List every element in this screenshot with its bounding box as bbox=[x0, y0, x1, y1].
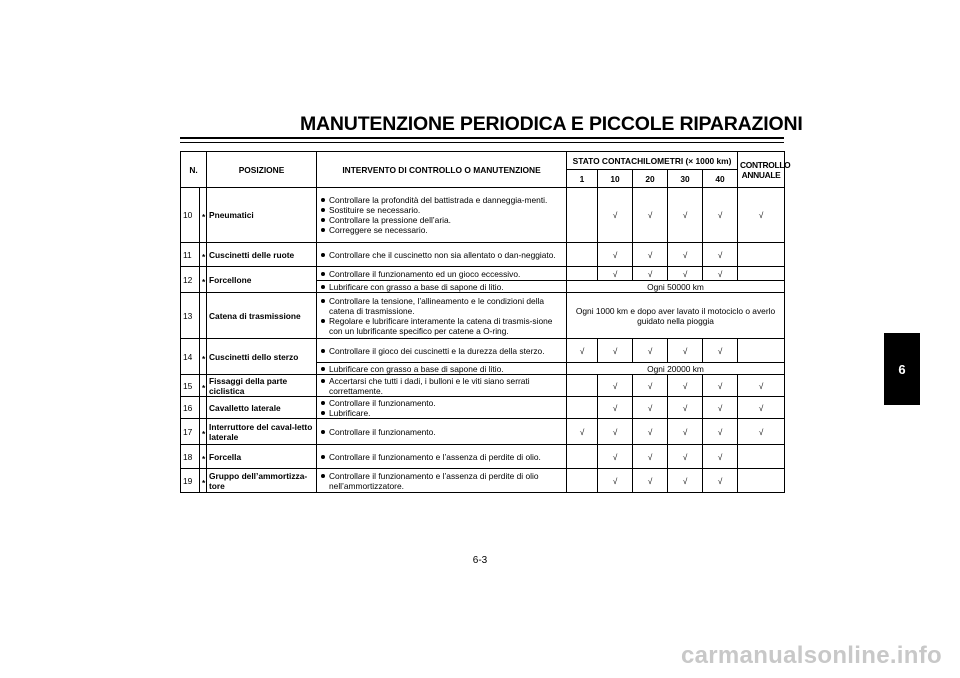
check-km: √ bbox=[633, 469, 668, 493]
check-km: √ bbox=[633, 375, 668, 397]
row-number: 11 bbox=[181, 243, 200, 267]
row-posizione: Cavalletto laterale bbox=[207, 397, 317, 419]
intervento-item: Regolare e lubrificare interamente la catena di trasmis-sione con un lubrificante specifico per catene a O-ring. bbox=[319, 316, 564, 336]
star-symbol: * bbox=[202, 382, 206, 393]
intervento-item: Lubrificare con grasso a base di sapone di litio. bbox=[319, 364, 564, 374]
intervento-list bbox=[319, 398, 564, 418]
intervento-list bbox=[319, 471, 564, 491]
intervento-item: Controllare che il cuscinetto non sia allentato o dan-neggiato. bbox=[319, 250, 564, 260]
row-intervento bbox=[317, 469, 567, 493]
row-star-marker bbox=[200, 375, 207, 397]
maintenance-table-body bbox=[181, 152, 791, 493]
row-number: 16 bbox=[181, 397, 200, 419]
row-number: 19 bbox=[181, 469, 200, 493]
row-intervento bbox=[317, 281, 567, 293]
intervento-item: Controllare il funzionamento e l’assenza di perdite di olio. bbox=[319, 452, 564, 462]
check-km: √ bbox=[598, 469, 633, 493]
row-intervento bbox=[317, 293, 567, 339]
check-km bbox=[567, 397, 598, 419]
check-annuale: √ bbox=[738, 188, 785, 243]
row-intervento bbox=[317, 419, 567, 445]
intervento-item: Controllare il funzionamento e l’assenza di perdite di olio nell’ammortizzatore. bbox=[319, 471, 564, 491]
check-annuale bbox=[738, 445, 785, 469]
check-km: √ bbox=[633, 267, 668, 281]
row-number: 15 bbox=[181, 375, 200, 397]
row-intervento bbox=[317, 339, 567, 363]
intervento-list bbox=[319, 427, 564, 437]
table-row bbox=[181, 267, 785, 281]
star-symbol: * bbox=[202, 276, 206, 287]
row-posizione: Interruttore del caval-letto laterale bbox=[207, 419, 317, 445]
intervento-list bbox=[319, 296, 564, 336]
row-posizione: Gruppo dell’ammortizza-tore bbox=[207, 469, 317, 493]
row-intervento bbox=[317, 363, 567, 375]
check-km: √ bbox=[567, 339, 598, 363]
row-star-marker bbox=[200, 267, 207, 293]
check-annuale: √ bbox=[738, 375, 785, 397]
row-number: 13 bbox=[181, 293, 200, 339]
check-annuale: √ bbox=[738, 397, 785, 419]
star-symbol: * bbox=[202, 477, 206, 488]
row-posizione: Forcellone bbox=[207, 267, 317, 293]
check-km: √ bbox=[668, 445, 703, 469]
row-posizione: Fissaggi della parte ciclistica bbox=[207, 375, 317, 397]
check-km: √ bbox=[567, 419, 598, 445]
header-controllo-line2: ANNUALE bbox=[741, 169, 781, 180]
intervento-item: Controllare la tensione, l’allineamento e le condizioni della catena di trasmissione. bbox=[319, 296, 564, 316]
row-intervento bbox=[317, 243, 567, 267]
check-km: √ bbox=[703, 188, 738, 243]
check-km: √ bbox=[668, 375, 703, 397]
header-controllo-annuale bbox=[738, 152, 791, 188]
intervento-list bbox=[319, 269, 564, 279]
check-km: √ bbox=[703, 243, 738, 267]
check-annuale bbox=[738, 267, 785, 281]
check-km: √ bbox=[598, 419, 633, 445]
header-km-30: 30 bbox=[668, 170, 703, 188]
interval-note: Ogni 20000 km bbox=[567, 363, 785, 375]
check-annuale bbox=[738, 339, 785, 363]
row-intervento bbox=[317, 445, 567, 469]
check-km: √ bbox=[668, 243, 703, 267]
check-km: √ bbox=[598, 397, 633, 419]
check-annuale: √ bbox=[738, 419, 785, 445]
row-star-marker bbox=[200, 397, 207, 419]
maintenance-table bbox=[180, 151, 791, 493]
check-km: √ bbox=[633, 188, 668, 243]
header-km-10: 10 bbox=[598, 170, 633, 188]
row-star-marker bbox=[200, 243, 207, 267]
check-km: √ bbox=[668, 188, 703, 243]
intervento-list bbox=[319, 376, 564, 396]
header-km-40: 40 bbox=[703, 170, 738, 188]
intervento-item: Lubrificare con grasso a base di sapone di litio. bbox=[319, 282, 564, 292]
table-row bbox=[181, 243, 785, 267]
check-km: √ bbox=[703, 267, 738, 281]
check-km: √ bbox=[598, 188, 633, 243]
check-km: √ bbox=[703, 375, 738, 397]
row-number: 17 bbox=[181, 419, 200, 445]
check-km: √ bbox=[633, 445, 668, 469]
row-number: 14 bbox=[181, 339, 200, 375]
intervento-list bbox=[319, 346, 564, 356]
row-intervento bbox=[317, 267, 567, 281]
interval-note: Ogni 50000 km bbox=[567, 281, 785, 293]
row-number: 18 bbox=[181, 445, 200, 469]
watermark: carmanualsonline.info bbox=[680, 642, 942, 669]
row-posizione: Pneumatici bbox=[207, 188, 317, 243]
intervento-item: Controllare la profondità del battistrada e danneggia-menti. bbox=[319, 195, 564, 205]
table-row bbox=[181, 445, 785, 469]
check-annuale bbox=[738, 469, 785, 493]
row-number: 10 bbox=[181, 188, 200, 243]
row-posizione: Catena di trasmissione bbox=[207, 293, 317, 339]
row-star-marker bbox=[200, 469, 207, 493]
intervento-list bbox=[319, 452, 564, 462]
star-symbol: * bbox=[202, 453, 206, 464]
check-km: √ bbox=[703, 445, 738, 469]
intervento-list bbox=[319, 195, 564, 235]
table-row bbox=[181, 419, 785, 445]
intervento-item: Controllare la pressione dell’aria. bbox=[319, 215, 564, 225]
header-km-1: 1 bbox=[567, 170, 598, 188]
intervento-item: Controllare il funzionamento. bbox=[319, 427, 564, 437]
check-km: √ bbox=[633, 243, 668, 267]
check-km: √ bbox=[668, 339, 703, 363]
check-km: √ bbox=[598, 267, 633, 281]
header-posizione: POSIZIONE bbox=[207, 152, 317, 188]
intervento-item: Controllare il funzionamento ed un gioco eccessivo. bbox=[319, 269, 564, 279]
check-km: √ bbox=[668, 419, 703, 445]
row-intervento bbox=[317, 375, 567, 397]
check-km: √ bbox=[633, 339, 668, 363]
table-row bbox=[181, 188, 785, 243]
check-km bbox=[567, 267, 598, 281]
intervento-item: Controllare il gioco dei cuscinetti e la durezza della sterzo. bbox=[319, 346, 564, 356]
row-intervento bbox=[317, 188, 567, 243]
header-km-20: 20 bbox=[633, 170, 668, 188]
page-title: MANUTENZIONE PERIODICA E PICCOLE RIPARAZIONI bbox=[300, 113, 803, 135]
check-km: √ bbox=[598, 445, 633, 469]
intervento-list bbox=[319, 282, 564, 292]
chapter-tab: 6 bbox=[884, 333, 920, 405]
row-star-marker bbox=[200, 419, 207, 445]
check-km: √ bbox=[633, 397, 668, 419]
star-symbol: * bbox=[202, 212, 206, 222]
header-row bbox=[181, 152, 785, 170]
intervento-item: Correggere se necessario. bbox=[319, 225, 564, 235]
interval-note: Ogni 1000 km e dopo aver lavato il motociclo o averlo guidato nella pioggia bbox=[567, 293, 785, 339]
row-star-marker bbox=[200, 339, 207, 375]
table-row bbox=[181, 469, 785, 493]
table-row bbox=[181, 397, 785, 419]
intervento-item: Controllare il funzionamento. bbox=[319, 398, 564, 408]
check-km bbox=[567, 375, 598, 397]
check-km: √ bbox=[703, 419, 738, 445]
table-row bbox=[181, 339, 785, 363]
table-row bbox=[181, 293, 785, 339]
check-km: √ bbox=[598, 375, 633, 397]
row-posizione: Cuscinetti delle ruote bbox=[207, 243, 317, 267]
check-annuale bbox=[738, 243, 785, 267]
check-km: √ bbox=[633, 419, 668, 445]
row-intervento bbox=[317, 397, 567, 419]
row-star-marker bbox=[200, 188, 207, 243]
check-km: √ bbox=[668, 469, 703, 493]
check-km bbox=[567, 469, 598, 493]
star-symbol: * bbox=[202, 428, 206, 439]
header-controllo-line1: CONTROLLO bbox=[740, 159, 791, 170]
title-rule-thin bbox=[180, 142, 784, 143]
row-posizione: Cuscinetti dello sterzo bbox=[207, 339, 317, 375]
star-symbol: * bbox=[202, 251, 206, 262]
check-km: √ bbox=[703, 339, 738, 363]
check-km bbox=[567, 445, 598, 469]
row-star-marker bbox=[200, 293, 207, 339]
check-km bbox=[567, 188, 598, 243]
row-number: 12 bbox=[181, 267, 200, 293]
page-number: 6-3 bbox=[472, 555, 488, 566]
check-km: √ bbox=[703, 397, 738, 419]
check-km: √ bbox=[598, 243, 633, 267]
intervento-item: Sostituire se necessario. bbox=[319, 205, 564, 215]
check-km: √ bbox=[668, 267, 703, 281]
header-intervento: INTERVENTO DI CONTROLLO O MANUTENZIONE bbox=[317, 152, 567, 188]
row-posizione: Forcella bbox=[207, 445, 317, 469]
check-km: √ bbox=[598, 339, 633, 363]
check-km bbox=[567, 243, 598, 267]
title-rule-thick bbox=[180, 137, 784, 139]
check-km: √ bbox=[703, 469, 738, 493]
intervento-item: Accertarsi che tutti i dadi, i bulloni e le viti siano serrati correttamente. bbox=[319, 376, 564, 396]
row-star-marker bbox=[200, 445, 207, 469]
header-n: N. bbox=[181, 152, 207, 188]
intervento-list bbox=[319, 250, 564, 260]
star-symbol: * bbox=[202, 353, 206, 364]
header-stato-contachilometri: STATO CONTACHILOMETRI (× 1000 km) bbox=[567, 152, 738, 170]
intervento-list bbox=[319, 364, 564, 374]
check-km: √ bbox=[668, 397, 703, 419]
intervento-item: Lubrificare. bbox=[319, 408, 564, 418]
table-row bbox=[181, 375, 785, 397]
